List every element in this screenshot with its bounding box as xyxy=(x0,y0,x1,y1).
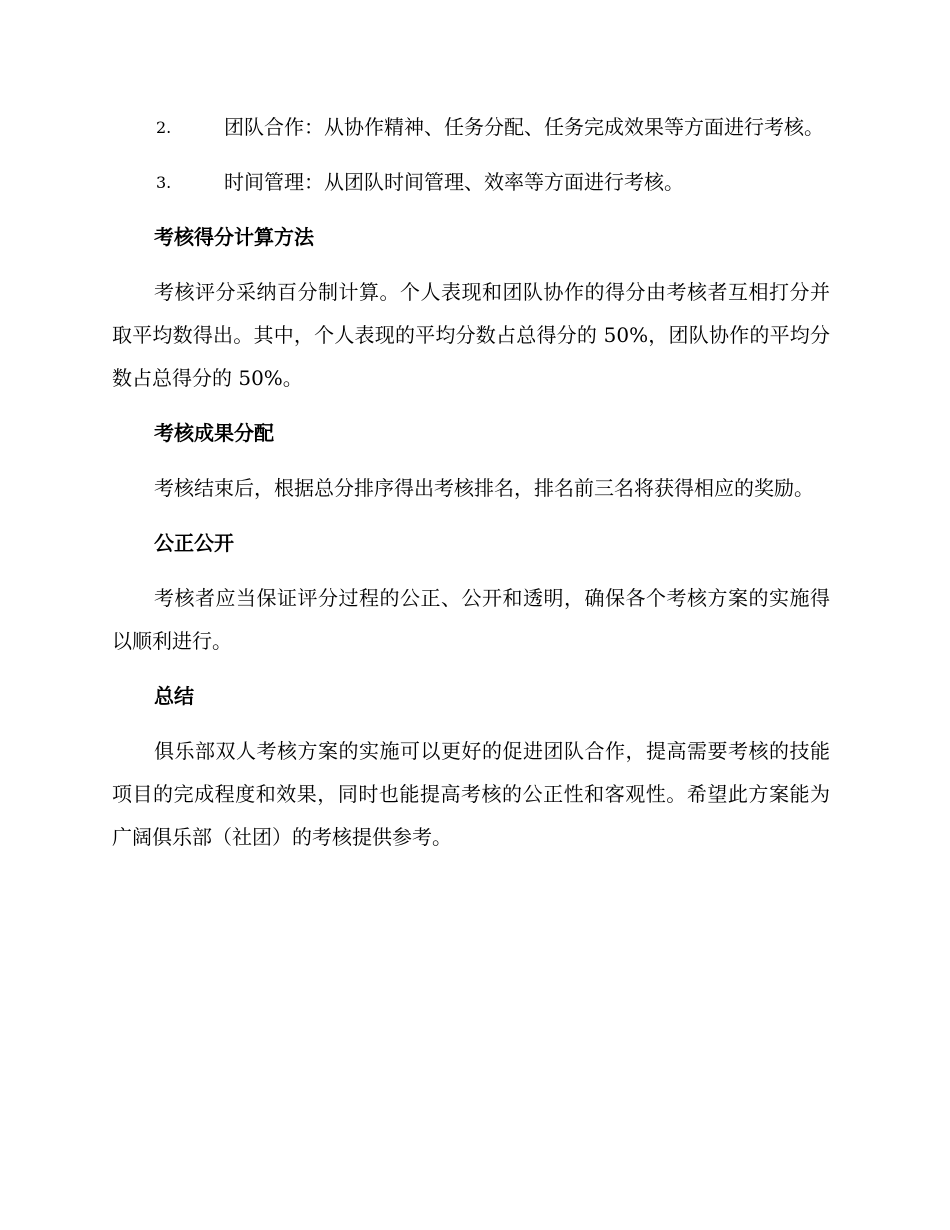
section-heading-summary: 总结 xyxy=(154,684,194,708)
section-heading-score-method: 考核得分计算方法 xyxy=(154,225,314,249)
list-item-text: 时间管理：从团队时间管理、效率等方面进行考核。 xyxy=(224,170,684,194)
section-paragraph-score-method: 考核评分采纳百分制计算。个人表现和团队协作的得分由考核者互相打分并取平均数得出。其中，个人表现的平均分数占总得分的 50%，团队协作的平均分数占总得分的 50%。 xyxy=(112,280,830,390)
list-number: 2. xyxy=(156,118,172,137)
document-body xyxy=(112,106,830,871)
list-number: 3. xyxy=(156,173,172,192)
section-paragraph-fairness: 考核者应当保证评分过程的公正、公开和透明，确保各个考核方案的实施得以顺利进行。 xyxy=(112,586,830,653)
list-item-time-management xyxy=(112,161,830,204)
list-item-text: 团队合作：从协作精神、任务分配、任务完成效果等方面进行考核。 xyxy=(224,115,824,139)
section-paragraph-result-allocation: 考核结束后，根据总分排序得出考核排名，排名前三名将获得相应的奖励。 xyxy=(154,476,814,500)
section-paragraph-summary: 俱乐部双人考核方案的实施可以更好的促进团队合作，提高需要考核的技能项目的完成程度和效果，同时也能提高考核的公正性和客观性。希望此方案能为广阔俱乐部（社团）的考核提供参考。 xyxy=(112,739,830,849)
section-heading-fairness: 公正公开 xyxy=(154,531,234,555)
section-heading-result-allocation: 考核成果分配 xyxy=(154,421,274,445)
list-item-teamwork xyxy=(112,106,830,149)
